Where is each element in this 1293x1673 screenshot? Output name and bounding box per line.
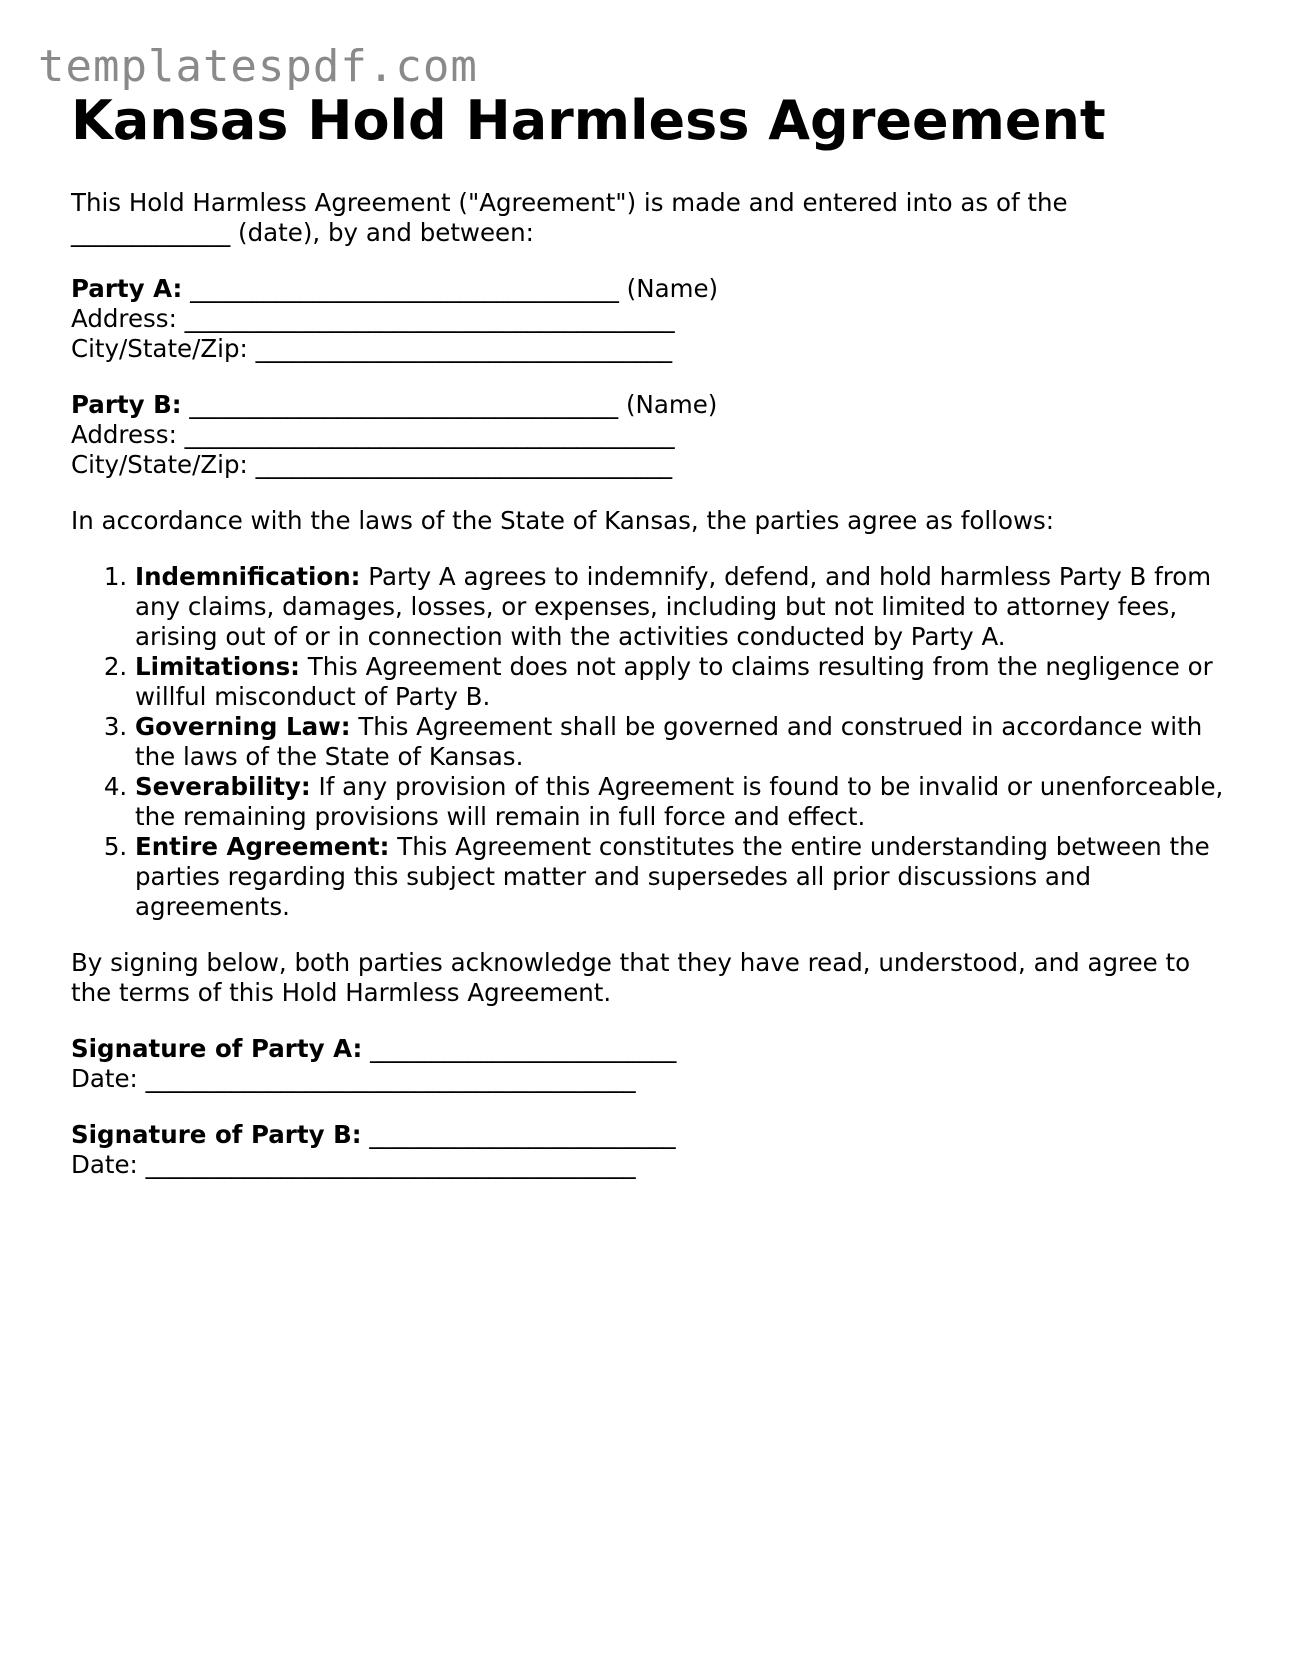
- term-heading: Governing Law:: [135, 712, 351, 741]
- party-a-address-label: Address:: [71, 304, 177, 333]
- signature-a-block: [71, 1034, 1231, 1094]
- term-text: Party A agrees to indemnify, defend, and hold harmless Party B from any claims, damages, losses, or expenses, including but not limited to attorney fees, arising out of or in connection with the activities conducted by Party A.: [135, 562, 1212, 651]
- term-item: [135, 652, 1231, 712]
- signature-a-label: Signature of Party A:: [71, 1034, 363, 1063]
- term-item: [135, 832, 1231, 922]
- intro-line-2: [71, 218, 1231, 248]
- party-a-city-blank[interactable]: __________________________________: [255, 334, 673, 363]
- acknowledgement-paragraph: By signing below, both parties acknowledge that they have read, understood, and agree to the terms of this Hold Harmless Agreement.: [71, 948, 1191, 1007]
- party-a-name-line: [71, 274, 1231, 304]
- term-heading: Severability:: [135, 772, 311, 801]
- party-a-block: [71, 274, 1231, 364]
- party-a-address-blank[interactable]: ________________________________________: [184, 304, 675, 333]
- intro-paragraph: [71, 188, 1231, 248]
- party-b-city-blank[interactable]: __________________________________: [255, 450, 673, 479]
- document-title: Kansas Hold Harmless Agreement: [71, 89, 1106, 152]
- signature-a-blank[interactable]: _________________________: [370, 1034, 677, 1063]
- party-a-city-label: City/State/Zip:: [71, 334, 248, 363]
- party-b-address-blank[interactable]: ________________________________________: [184, 420, 675, 449]
- watermark: templatespdf.com: [38, 41, 478, 92]
- intro-line-2-text: (date), by and between:: [230, 218, 534, 247]
- party-a-label: Party A:: [71, 274, 183, 303]
- term-item: [135, 712, 1231, 772]
- term-item: [135, 562, 1231, 652]
- term-text: If any provision of this Agreement is found to be invalid or unenforceable, the remaining provisions will remain in full force and effect.: [135, 772, 1224, 831]
- party-b-name-line: [71, 390, 1231, 420]
- party-a-name-blank[interactable]: ___________________________________: [190, 274, 619, 303]
- signature-b-date-label: Date:: [71, 1150, 138, 1179]
- signature-b-line: [71, 1120, 1231, 1150]
- signature-a-line: [71, 1034, 1231, 1064]
- agreement-date-blank[interactable]: _____________: [71, 218, 231, 247]
- party-b-block: [71, 390, 1231, 480]
- party-b-name-suffix: (Name): [618, 390, 718, 419]
- term-heading: Entire Agreement:: [135, 832, 390, 861]
- term-text: This Agreement shall be governed and construed in accordance with the laws of the State of Kansas.: [135, 712, 1203, 771]
- party-b-name-blank[interactable]: ___________________________________: [189, 390, 619, 419]
- terms-list: [71, 562, 1231, 922]
- signature-b-date-line: [71, 1150, 1231, 1180]
- term-text: This Agreement does not apply to claims resulting from the negligence or willful misconduct of Party B.: [135, 652, 1213, 711]
- party-a-address-line: [71, 304, 1231, 334]
- intro-line-1: This Hold Harmless Agreement ("Agreement") is made and entered into as of the: [71, 188, 1068, 217]
- signature-a-date-label: Date:: [71, 1064, 138, 1093]
- signature-a-date-blank[interactable]: ________________________________________: [145, 1064, 636, 1093]
- signature-b-block: [71, 1120, 1231, 1180]
- party-b-label: Party B:: [71, 390, 182, 419]
- signature-b-blank[interactable]: _________________________: [369, 1120, 676, 1149]
- party-b-address-label: Address:: [71, 420, 177, 449]
- party-a-name-suffix: (Name): [618, 274, 719, 303]
- term-text: This Agreement constitutes the entire understanding between the parties regarding this subject matter and supersedes all prior discussions and agreements.: [135, 832, 1210, 921]
- term-heading: Indemnification:: [135, 562, 361, 591]
- party-b-city-line: [71, 450, 1231, 480]
- signature-b-date-blank[interactable]: ________________________________________: [145, 1150, 636, 1179]
- term-item: [135, 772, 1231, 832]
- accordance-paragraph: In accordance with the laws of the State of Kansas, the parties agree as follows:: [71, 506, 1055, 535]
- document-page: [71, 88, 1231, 1180]
- signature-b-label: Signature of Party B:: [71, 1120, 362, 1149]
- party-b-address-line: [71, 420, 1231, 450]
- signature-a-date-line: [71, 1064, 1231, 1094]
- party-b-city-label: City/State/Zip:: [71, 450, 248, 479]
- party-a-city-line: [71, 334, 1231, 364]
- term-heading: Limitations:: [135, 652, 300, 681]
